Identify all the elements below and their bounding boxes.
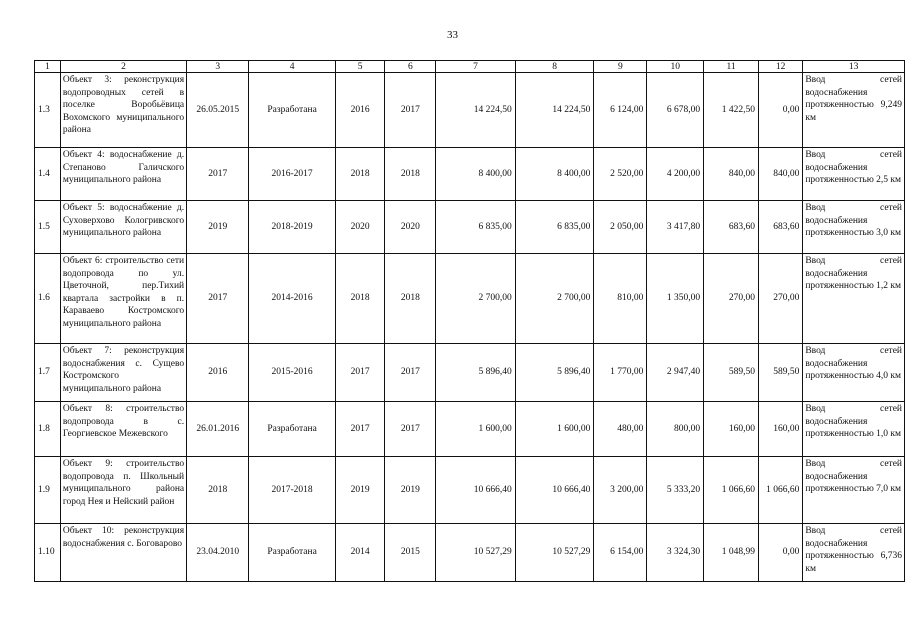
cell-col-4: 2017-2018 [249, 457, 335, 524]
cell-col-7: 6 835,00 [436, 201, 516, 254]
cell-col-4: 2018-2019 [249, 201, 335, 254]
cell-col-9: 2 050,00 [594, 201, 647, 254]
page-number: 33 [447, 29, 458, 41]
cell-col-12: 1 066,60 [758, 457, 802, 524]
cell-col-11: 1 066,60 [704, 457, 759, 524]
cell-col-12: 840,00 [758, 148, 802, 201]
table-row [35, 344, 905, 402]
result-note: Ввод сетей водоснабжения протяженностью 1,0 км [803, 402, 905, 457]
cell-col-9: 6 154,00 [594, 524, 647, 582]
cell-col-6: 2018 [385, 148, 436, 201]
column-header: 3 [187, 61, 249, 73]
column-header: 12 [758, 61, 802, 73]
cell-col-7: 2 700,00 [436, 254, 516, 344]
column-header: 7 [436, 61, 516, 73]
column-header: 11 [704, 61, 759, 73]
result-note: Ввод сетей водоснабжения протяженностью 3,0 км [803, 201, 905, 254]
object-name: Объект 9: строительство водопровода п. Школьный муниципального района город Нея и Нейский район [60, 457, 186, 524]
cell-col-11: 160,00 [704, 402, 759, 457]
cell-col-9: 810,00 [594, 254, 647, 344]
row-index: 1.7 [35, 344, 61, 402]
object-name: Объект 7: реконструкция водоснабжения с. Сущево Костромского муниципального района [60, 344, 186, 402]
cell-col-4: 2016-2017 [249, 148, 335, 201]
cell-col-9: 2 520,00 [594, 148, 647, 201]
table-row [35, 201, 905, 254]
cell-col-7: 10 527,29 [436, 524, 516, 582]
cell-col-10: 1 350,00 [647, 254, 704, 344]
cell-col-3: 26.05.2015 [187, 73, 249, 148]
object-name: Объект 8: строительство водопровода в с. Георгиевское Межевского [60, 402, 186, 457]
cell-col-7: 14 224,50 [436, 73, 516, 148]
row-index: 1.5 [35, 201, 61, 254]
cell-col-6: 2017 [385, 344, 436, 402]
cell-col-5: 2014 [335, 524, 385, 582]
cell-col-3: 2017 [187, 148, 249, 201]
cell-col-12: 160,00 [758, 402, 802, 457]
cell-col-7: 10 666,40 [436, 457, 516, 524]
cell-col-12: 0,00 [758, 73, 802, 148]
cell-col-3: 23.04.2010 [187, 524, 249, 582]
table-row [35, 524, 905, 582]
result-note: Ввод сетей водоснабжения протяженностью 4,0 км [803, 344, 905, 402]
cell-col-8: 10 666,40 [515, 457, 594, 524]
row-index: 1.4 [35, 148, 61, 201]
cell-col-10: 3 417,80 [647, 201, 704, 254]
cell-col-9: 6 124,00 [594, 73, 647, 148]
row-index: 1.10 [35, 524, 61, 582]
cell-col-4: 2015-2016 [249, 344, 335, 402]
header-row [35, 61, 905, 73]
cell-col-11: 683,60 [704, 201, 759, 254]
cell-col-7: 1 600,00 [436, 402, 516, 457]
cell-col-7: 8 400,00 [436, 148, 516, 201]
cell-col-12: 0,00 [758, 524, 802, 582]
result-note: Ввод сетей водоснабжения протяженностью 2,5 км [803, 148, 905, 201]
cell-col-3: 2019 [187, 201, 249, 254]
cell-col-11: 270,00 [704, 254, 759, 344]
object-name: Объект 6: строительство сети водопровода по ул. Цветочной, пер.Тихий квартала застройки в п. Караваево Костромского муниципального района [60, 254, 186, 344]
cell-col-11: 840,00 [704, 148, 759, 201]
cell-col-9: 3 200,00 [594, 457, 647, 524]
column-header: 1 [35, 61, 61, 73]
object-name: Объект 3: реконструкция водопроводных сетей в поселке Воробьёвица Вохомского муниципального района [60, 73, 186, 148]
result-note: Ввод сетей водоснабжения протяженностью 6,736 км [803, 524, 905, 582]
cell-col-6: 2018 [385, 254, 436, 344]
cell-col-10: 4 200,00 [647, 148, 704, 201]
cell-col-3: 2018 [187, 457, 249, 524]
table-row [35, 402, 905, 457]
cell-col-8: 5 896,40 [515, 344, 594, 402]
cell-col-3: 2017 [187, 254, 249, 344]
cell-col-10: 5 333,20 [647, 457, 704, 524]
row-index: 1.9 [35, 457, 61, 524]
cell-col-6: 2017 [385, 73, 436, 148]
cell-col-11: 1 422,50 [704, 73, 759, 148]
cell-col-5: 2018 [335, 254, 385, 344]
cell-col-8: 8 400,00 [515, 148, 594, 201]
cell-col-6: 2015 [385, 524, 436, 582]
cell-col-10: 2 947,40 [647, 344, 704, 402]
cell-col-5: 2019 [335, 457, 385, 524]
cell-col-3: 2016 [187, 344, 249, 402]
column-header: 4 [249, 61, 335, 73]
cell-col-8: 6 835,00 [515, 201, 594, 254]
table-row [35, 73, 905, 148]
cell-col-6: 2017 [385, 402, 436, 457]
object-name: Объект 10: реконструкция водоснабжения с. Боговарово [60, 524, 186, 582]
column-header: 6 [385, 61, 436, 73]
cell-col-5: 2017 [335, 344, 385, 402]
cell-col-12: 683,60 [758, 201, 802, 254]
cell-col-11: 1 048,99 [704, 524, 759, 582]
cell-col-12: 589,50 [758, 344, 802, 402]
cell-col-5: 2016 [335, 73, 385, 148]
cell-col-4: Разработана [249, 524, 335, 582]
column-header: 10 [647, 61, 704, 73]
cell-col-5: 2017 [335, 402, 385, 457]
object-name: Объект 4: водоснабжение д. Степаново Галичского муниципального района [60, 148, 186, 201]
cell-col-10: 800,00 [647, 402, 704, 457]
column-header: 8 [515, 61, 594, 73]
row-index: 1.8 [35, 402, 61, 457]
cell-col-6: 2020 [385, 201, 436, 254]
cell-col-8: 10 527,29 [515, 524, 594, 582]
cell-col-3: 26.01.2016 [187, 402, 249, 457]
cell-col-6: 2019 [385, 457, 436, 524]
table-row [35, 457, 905, 524]
cell-col-8: 2 700,00 [515, 254, 594, 344]
cell-col-7: 5 896,40 [436, 344, 516, 402]
result-note: Ввод сетей водоснабжения протяженностью 7,0 км [803, 457, 905, 524]
result-note: Ввод сетей водоснабжения протяженностью 9,249 км [803, 73, 905, 148]
column-header: 9 [594, 61, 647, 73]
table-row [35, 254, 905, 344]
column-header: 2 [60, 61, 186, 73]
cell-col-4: Разработана [249, 73, 335, 148]
cell-col-8: 1 600,00 [515, 402, 594, 457]
cell-col-10: 6 678,00 [647, 73, 704, 148]
row-index: 1.3 [35, 73, 61, 148]
row-index: 1.6 [35, 254, 61, 344]
data-table [34, 60, 905, 582]
cell-col-12: 270,00 [758, 254, 802, 344]
cell-col-9: 1 770,00 [594, 344, 647, 402]
cell-col-8: 14 224,50 [515, 73, 594, 148]
cell-col-5: 2020 [335, 201, 385, 254]
cell-col-9: 480,00 [594, 402, 647, 457]
object-name: Объект 5: водоснабжение д. Суховерхово Кологривского муниципального района [60, 201, 186, 254]
cell-col-4: 2014-2016 [249, 254, 335, 344]
cell-col-10: 3 324,30 [647, 524, 704, 582]
cell-col-11: 589,50 [704, 344, 759, 402]
cell-col-5: 2018 [335, 148, 385, 201]
result-note: Ввод сетей водоснабжения протяженностью 1,2 км [803, 254, 905, 344]
table-row [35, 148, 905, 201]
column-header: 5 [335, 61, 385, 73]
cell-col-4: Разработана [249, 402, 335, 457]
column-header: 13 [803, 61, 905, 73]
